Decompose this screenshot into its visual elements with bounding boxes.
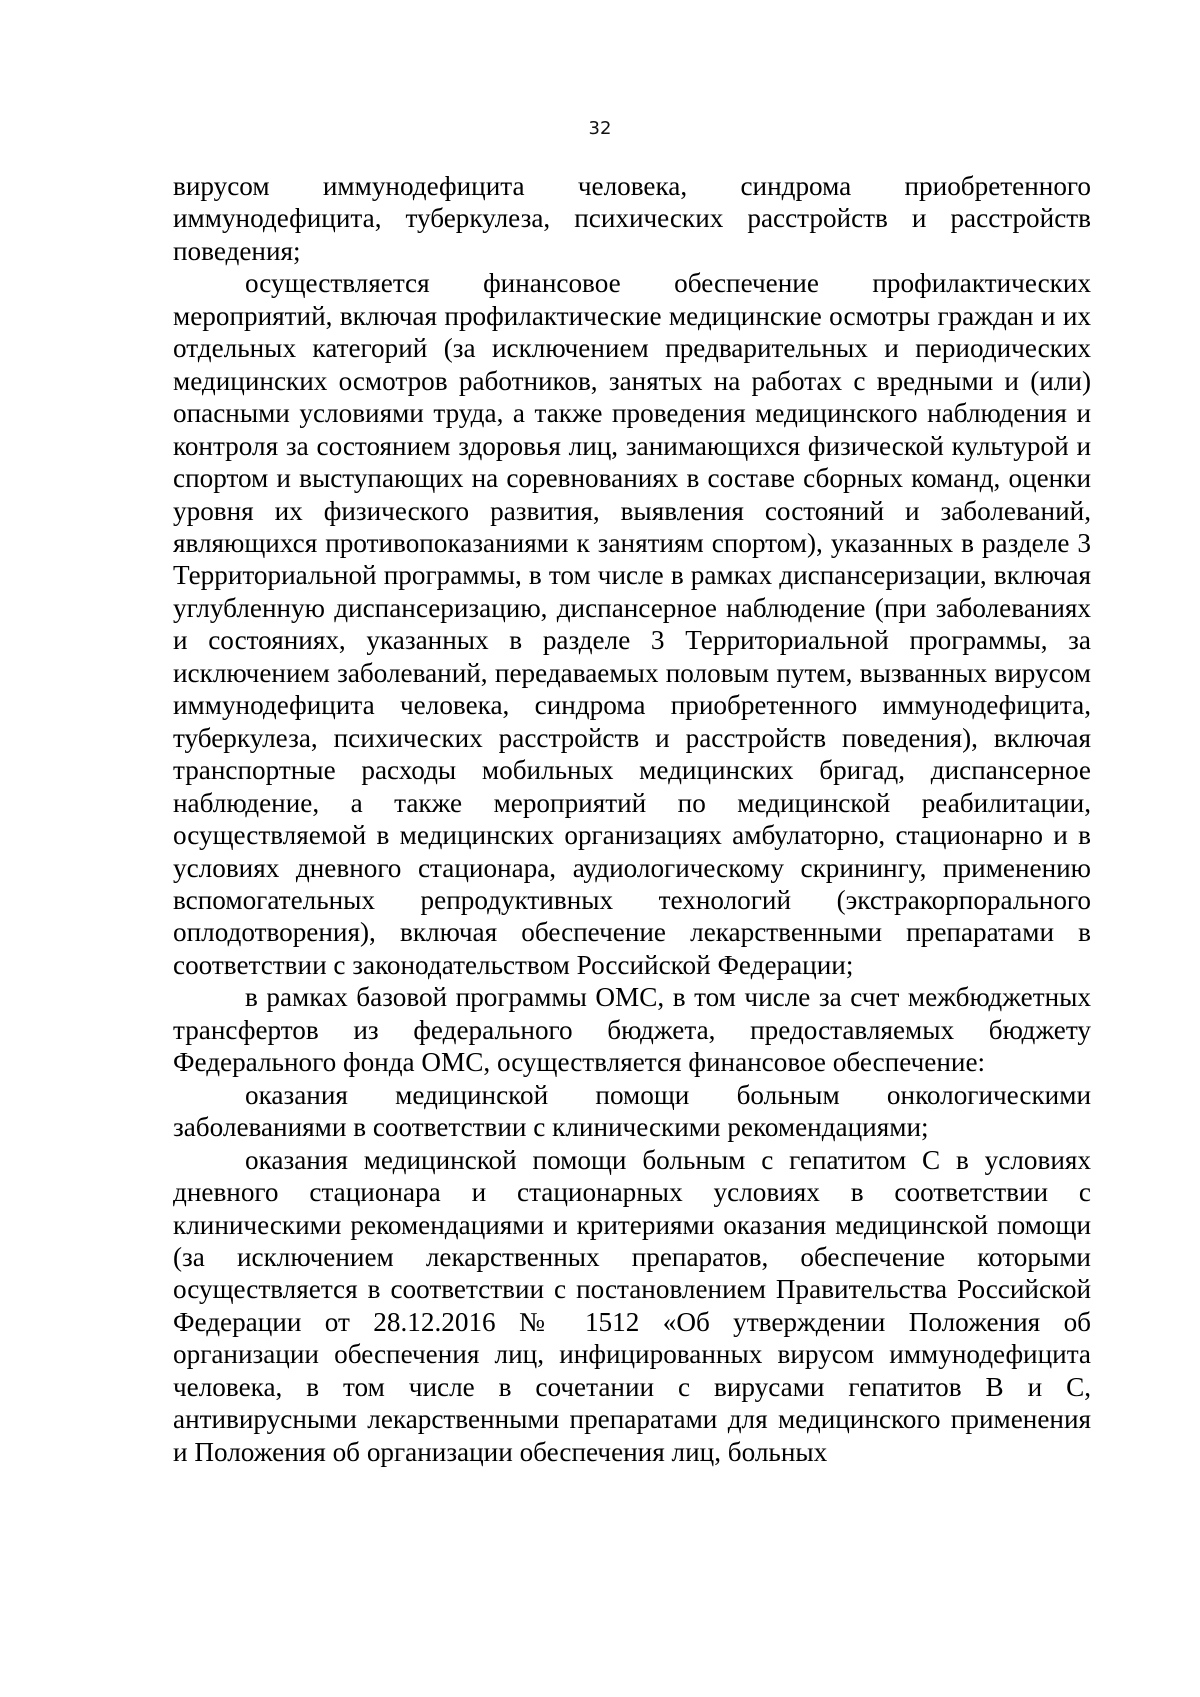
paragraph-oncology: оказания медицинской помощи больным онкологическими заболеваниями в соответствии с клиническими рекомендациями; <box>173 1079 1091 1143</box>
document-body <box>173 170 1091 1468</box>
paragraph-hepatitis: оказания медицинской помощи больным с гепатитом С в условиях дневного стационара и стационарных условиях в соответствии с клиническими рекомендациями и критериями оказания медицинской помощи (за исключением лекарственных препаратов, обеспечение которыми осуществляется в соответствии с постановлением Правительства Российской Федерации от 28.12.2016 № 1512 «Об утверждении Положения об организации обеспечения лиц, инфицированных вирусом иммунодефицита человека, в том числе в сочетании с вирусами гепатитов В и С, антивирусными лекарственными препаратами для медицинского применения и Положения об организации обеспечения лиц, больных <box>173 1144 1091 1467</box>
paragraph-continuation: вирусом иммунодефицита человека, синдрома приобретенного иммунодефицита, туберкулеза, психических расстройств и расстройств поведения; <box>173 171 1091 266</box>
page-number: 32 <box>588 118 612 139</box>
paragraph-basic-program: в рамках базовой программы ОМС, в том числе за счет межбюджетных трансфертов из федерального бюджета, предоставляемых бюджету Федерального фонда ОМС, осуществляется финансовое обеспечение: <box>173 982 1091 1078</box>
paragraph-prevention-financing: осуществляется финансовое обеспечение профилактических мероприятий, включая профилактические медицинские осмотры граждан и их отдельных категорий (за исключением предварительных и периодических медицинских осмотров работников, занятых на работах с вредными и (или) опасными условиями труда, а также проведения медицинского наблюдения и контроля за состоянием здоровья лиц, занимающихся физической культурой и спортом и выступающих на соревнованиях в составе сборных команд, оценки уровня их физического развития, выявления состояний и заболеваний, являющихся противопоказаниями к занятиям спортом), указанных в разделе 3 Территориальной программы, в том числе в рамках диспансеризации, включая углубленную диспансеризацию, диспансерное наблюдение (при заболеваниях и состояниях, указанных в разделе 3 Территориальной программы, за исключением заболеваний, передаваемых половым путем, вызванных вирусом иммунодефицита человека, синдрома приобретенного иммунодефицита, туберкулеза, психических расстройств и расстройств поведения), включая транспортные расходы мобильных медицинских бригад, диспансерное наблюдение, а также мероприятий по медицинской реабилитации, осуществляемой в медицинских организациях амбулаторно, стационарно и в условиях дневного стационара, аудиологическому скринингу, применению вспомогательных репродуктивных технологий (экстракорпорального оплодотворения), включая обеспечение лекарственными препаратами в соответствии с законодательством Российской Федерации; <box>173 268 1091 980</box>
